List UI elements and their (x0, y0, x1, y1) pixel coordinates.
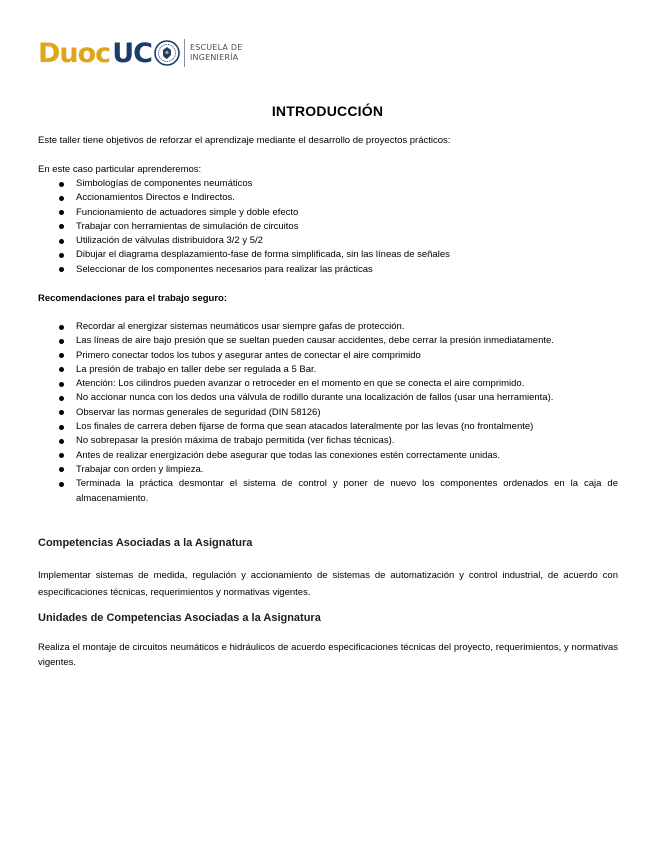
logo-divider (184, 39, 185, 67)
list-item: Dibujar el diagrama desplazamiento-fase de forma simplificada, sin las líneas de señales (38, 248, 598, 262)
intro-paragraph: Este taller tiene objetivos de reforzar el aprendizaje mediante el desarrollo de proyectos prácticos: (38, 135, 451, 146)
list-item: Trabajar con herramientas de simulación de circuitos (38, 220, 598, 234)
list-item: Funcionamiento de actuadores simple y doble efecto (38, 206, 598, 220)
logo-uc-text: UC (112, 37, 152, 69)
learning-list (38, 177, 598, 277)
learn-intro: En este caso particular aprenderemos: (38, 164, 202, 175)
list-item: Antes de realizar energización debe asegurar que todas las conexiones estén correctamente unidas. (38, 449, 618, 463)
safety-list (38, 320, 618, 506)
competencies-text: Implementar sistemas de medida, regulación y accionamiento de sistemas de automatización y control industrial, de acuerdo con especificaciones técnicas, requerimientos y normativas vigentes. (38, 570, 618, 598)
list-item: Utilización de válvulas distribuidora 3/2 y 5/2 (38, 234, 598, 248)
units-heading: Unidades de Competencias Asociadas a la Asignatura (38, 612, 321, 624)
logo-school-line2: INGENIERÍA (189, 53, 239, 62)
list-item: Los finales de carrera deben fijarse de forma que sean atacados lateralmente por las levas (no frontalmente) (38, 420, 618, 434)
list-item: Atención: Los cilindros pueden avanzar o retroceder en el momento en que se conecta el aire comprimido. (38, 377, 618, 391)
list-item: No accionar nunca con los dedos una válvula de rodillo durante una localización de fallos (usar una herramienta). (38, 391, 618, 405)
duoc-uc-logo (38, 36, 242, 70)
competencies-heading: Competencias Asociadas a la Asignatura (38, 537, 253, 549)
list-item: La presión de trabajo en taller debe ser regulada a 5 Bar. (38, 363, 618, 377)
list-item: Primero conectar todos los tubos y asegurar antes de conectar el aire comprimido (38, 349, 618, 363)
seal-icon (154, 40, 180, 66)
logo-school-line1: ESCUELA DE (189, 43, 243, 52)
page-title: INTRODUCCIÓN (271, 103, 384, 119)
list-item: Observar las normas generales de seguridad (DIN 58126) (38, 406, 618, 420)
safety-heading: Recomendaciones para el trabajo seguro: (38, 293, 228, 304)
list-item: Simbologías de componentes neumáticos (38, 177, 598, 191)
list-item: Terminada la práctica desmontar el sistema de control y poner de nuevo los componentes ordenados en la caja de almacenamiento. (38, 477, 618, 506)
list-item: No sobrepasar la presión máxima de trabajo permitida (ver fichas técnicas). (38, 434, 618, 448)
list-item: Trabajar con orden y limpieza. (38, 463, 618, 477)
list-item: Seleccionar de los componentes necesarios para realizar las prácticas (38, 263, 598, 277)
logo-duoc-text: Duoc (38, 37, 111, 69)
units-text: Realiza el montaje de circuitos neumáticos e hidráulicos de acuerdo especificaciones técnicas del proyecto, requerimientos, y normativas vigentes. (38, 642, 618, 668)
list-item: Recordar al energizar sistemas neumáticos usar siempre gafas de protección. (38, 320, 618, 334)
logo-school-name (190, 43, 243, 63)
list-item: Las líneas de aire bajo presión que se sueltan pueden causar accidentes, debe cerrar la presión inmediatamente. (38, 334, 618, 348)
list-item: Accionamientos Directos e Indirectos. (38, 191, 598, 205)
